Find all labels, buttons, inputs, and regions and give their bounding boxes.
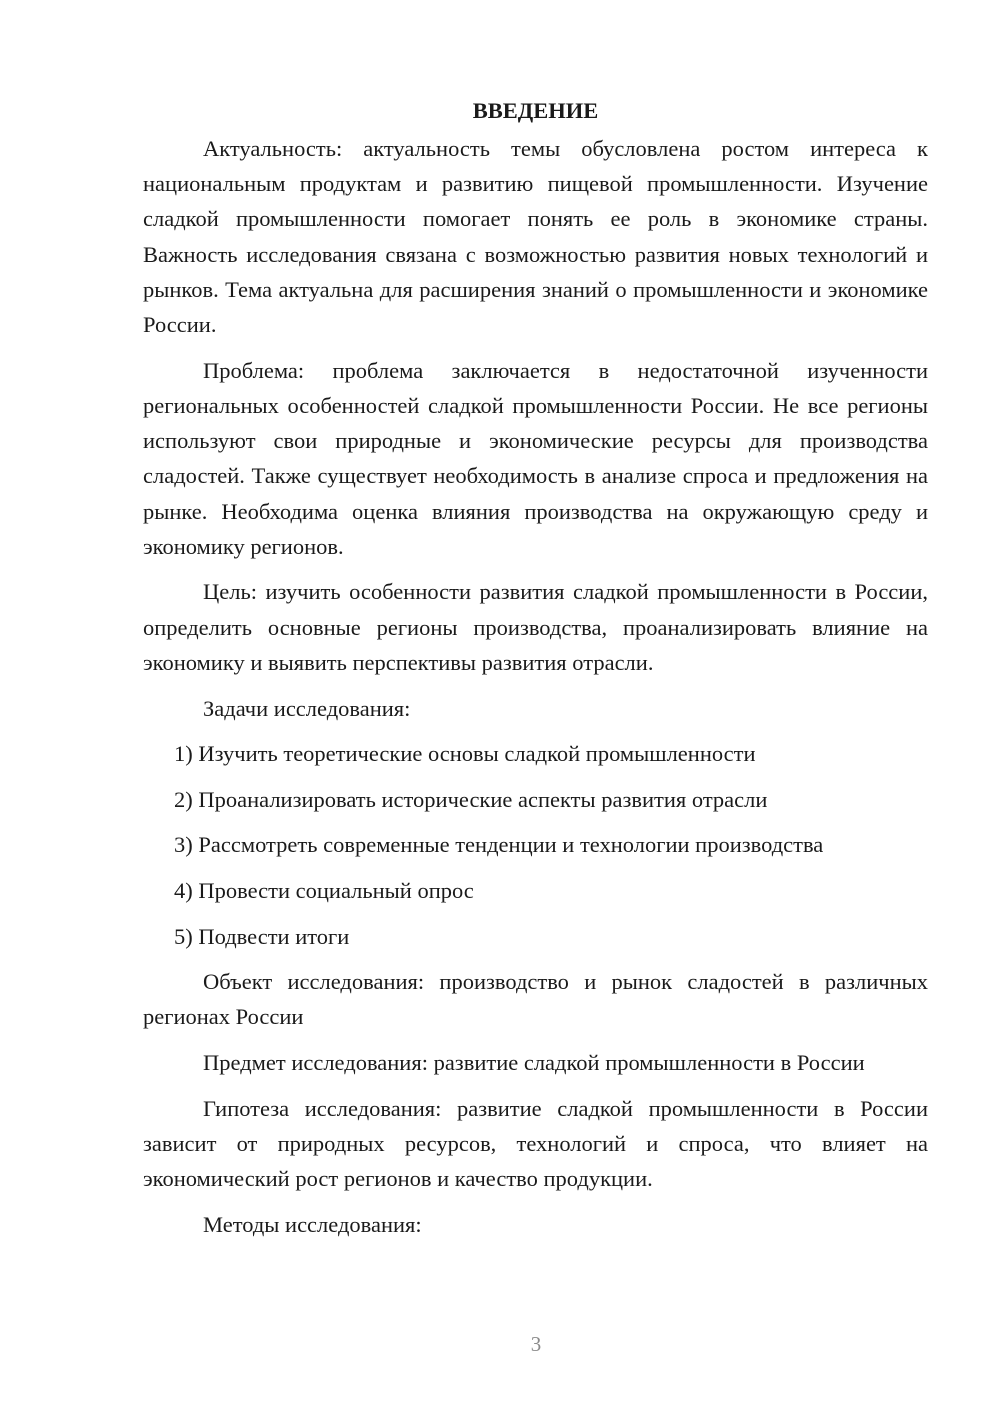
tasks-heading: Задачи исследования: [203,695,411,721]
object-paragraph: Объект исследования: производство и рынок сладостей в различных регионах России [143,969,928,1030]
list-item: 1) Изучить теоретические основы сладкой промышленности [174,741,756,767]
list-item: 3) Рассмотреть современные тенденции и технологии производства [174,832,824,858]
list-item: 2) Проанализировать исторические аспекты развития отрасли [174,786,768,812]
list-item: 4) Провести социальный опрос [174,878,474,904]
list-item: 5) Подвести итоги [174,923,350,949]
problem-paragraph: Проблема: проблема заключается в недостаточной изученности региональных особенностей сладкой промышленности России. Не все регионы используют свои природные и экономические ресурсы для производства сладостей. Также существует необходимость в анализе спроса и предложения на рынке. Необходима оценка влияния производства на окружающую среду и экономику регионов. [143,357,928,559]
hypothesis-paragraph: Гипотеза исследования: развитие сладкой промышленности в России зависит от природных ресурсов, технологий и спроса, что влияет на экономический рост регионов и качество продукции. [143,1095,928,1192]
tasks-list [143,736,928,954]
relevance-paragraph: Актуальность: актуальность темы обусловлена ростом интереса к национальным продуктам и развитию пищевой промышленности. Изучение сладкой промышленности помогает понять ее роль в экономике страны. Важность исследования связана с возможностью развития новых технологий и рынков. Тема актуальна для расширения знаний о промышленности и экономике России. [143,136,928,338]
goal-paragraph: Цель: изучить особенности развития сладкой промышленности в России, определить основные регионы производства, проанализировать влияние на экономику и выявить перспективы развития отрасли. [143,579,928,675]
subject-paragraph: Предмет исследования: развитие сладкой промышленности в России [203,1050,865,1076]
page-content [143,92,928,1253]
page-number: 3 [530,1332,542,1356]
methods-heading: Методы исследования: [203,1211,422,1237]
page-title: ВВЕДЕНИЕ [472,98,599,123]
